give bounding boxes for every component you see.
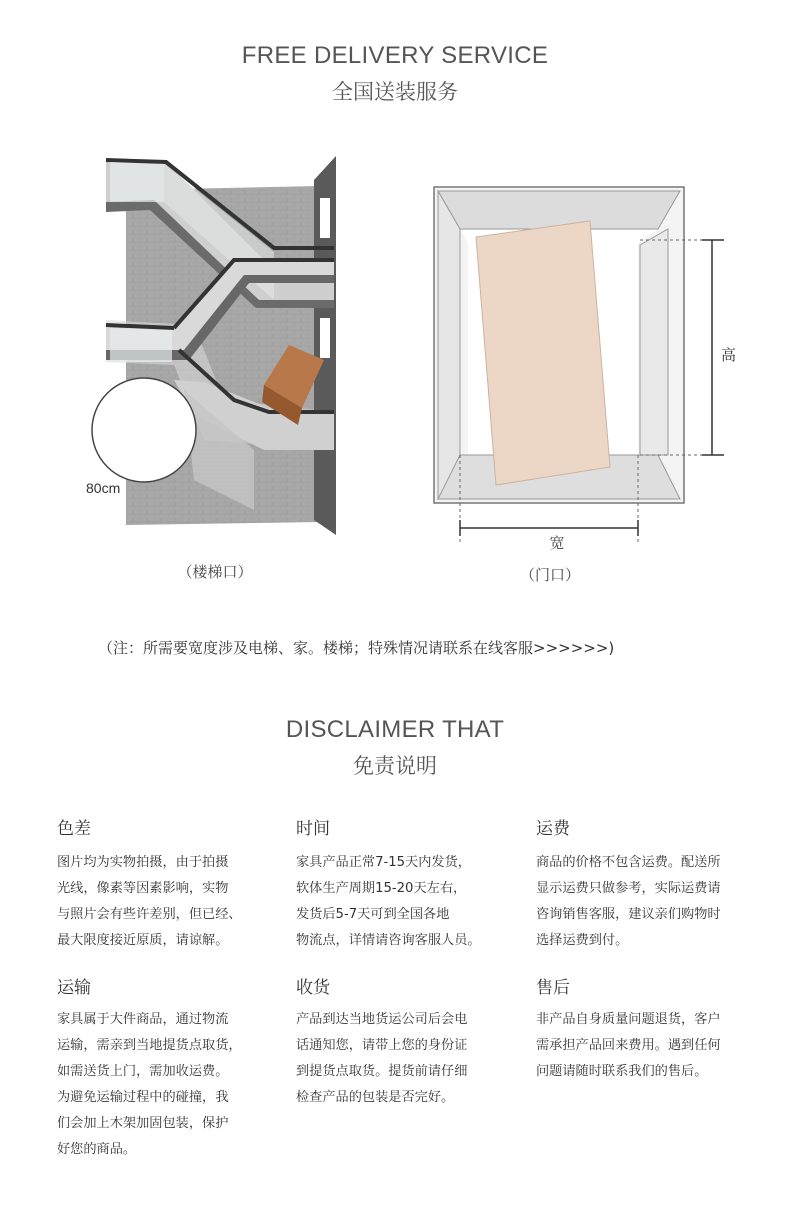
section-title-after-sales: 售后 — [536, 978, 570, 998]
disclaimer-title-en: DISCLAIMER THAT — [285, 716, 505, 743]
section-body-time: 家具产品正常7-15天内发货， 软体生产周期15-20天左右， 发货后5-7天可到全国各地 物流点，详情请咨询客服人员。 — [296, 855, 481, 948]
delivery-title-en: FREE DELIVERY SERVICE — [241, 42, 549, 69]
stair-width-label: 80cm — [86, 480, 121, 496]
door-width-label: 宽 — [549, 534, 565, 552]
door-caption: （门口） — [519, 566, 580, 584]
doorway-illustration — [432, 185, 737, 550]
section-title-receiving: 收货 — [296, 978, 330, 998]
section-title-time: 时间 — [296, 819, 330, 839]
staircase-illustration — [84, 150, 344, 540]
section-title-color-difference: 色差 — [57, 819, 91, 839]
section-title-shipping-fee: 运费 — [536, 819, 570, 839]
section-body-color-difference: 图片均为实物拍摄，由于拍摄 光线，像素等因素影响，实物 与照片会有些许差别，但已经、 最大限度接近原质，请谅解。 — [57, 855, 242, 948]
stair-caption: （楼梯口） — [177, 563, 253, 581]
delivery-title-cn: 全国送装服务 — [332, 80, 458, 104]
section-title-transport: 运输 — [57, 978, 91, 998]
section-body-transport: 家具属于大件商品，通过物流 运输，需亲到当地提货点取货， 如需送货上门，需加收运费。 为避免运输过程中的碰撞，我 们会加上木架加固包装，保护 好您的商品。 — [57, 1012, 242, 1157]
door-height-label: 高 — [721, 346, 737, 364]
delivery-note: （注：所需要宽度涉及电梯、家。楼梯；特殊情况请联系在线客服>>>>>>) — [98, 639, 615, 657]
section-body-receiving: 产品到达当地货运公司后会电 话通知您，请带上您的身份证 到提货点取货。提货前请仔细 检查产品的包装是否完好。 — [296, 1012, 468, 1105]
section-body-after-sales: 非产品自身质量问题退货，客户 需承担产品回来费用。遇到任何 问题请随时联系我们的售后。 — [536, 1012, 721, 1079]
section-body-shipping-fee: 商品的价格不包含运费。配送所 显示运费只做参考，实际运费请 咨询销售客服，建议亲们购物时 选择运费到付。 — [536, 855, 721, 948]
disclaimer-title-cn: 免责说明 — [353, 754, 437, 778]
